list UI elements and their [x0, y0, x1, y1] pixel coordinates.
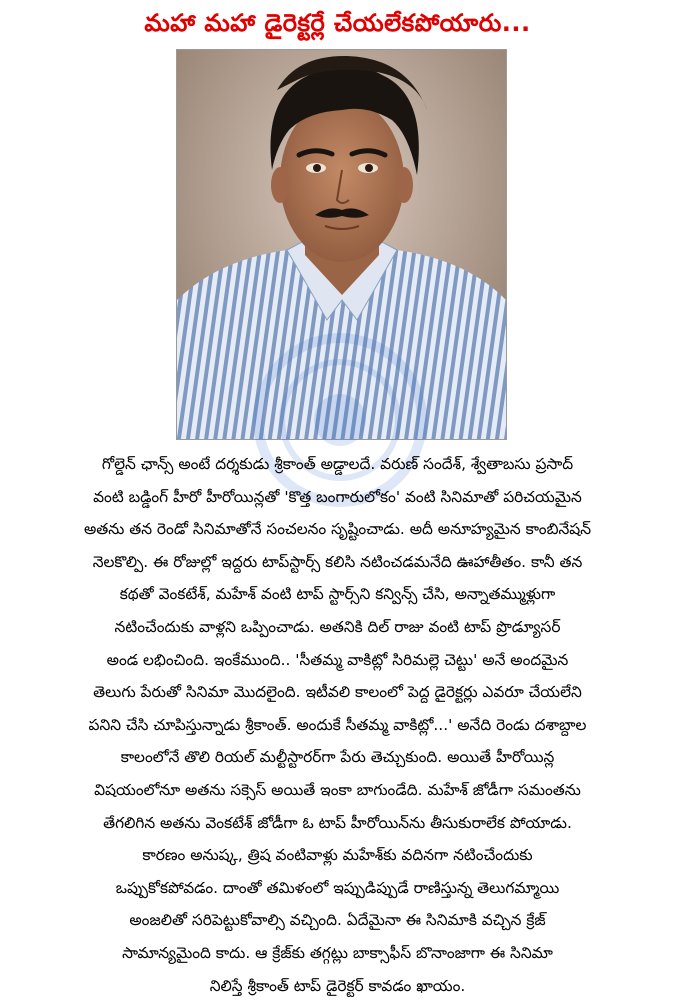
article-line: విషయంలోనూ అతను సక్సెస్ అయితే ఇంకా బాగుండేది. మహేశ్ జోడీగా సమంతను	[34, 774, 641, 807]
portrait-photo	[176, 49, 507, 440]
article-line: అతను తన రెండో సినిమాతోనే సంచలనం సృష్టించాడు. అదీ అనూహ్యమైన కాంబినేషన్	[34, 513, 641, 546]
article-line: తేగలిగిన అతను వెంకటేశ్ జోడీగా ఓ టాప్ హీరోయిన్‌ను తీసుకురాలేక పోయాడు.	[34, 807, 641, 840]
article-line: కారణం అనుష్క, త్రిష వంటివాళ్లు మహేశ్‌కు వదినగా నటించేందుకు	[34, 839, 641, 872]
article-line: వంటి బడ్డింగ్ హీరో హీరోయిన్లతో 'కొత్త బంగారులోకం' వంటి సినిమాతో పరిచయమైన	[34, 481, 641, 514]
article-body	[34, 448, 641, 1002]
article-line: అంజలితో సరిపెట్టుకోవాల్సి వచ్చింది. ఏదేమైనా ఈ సినిమాకి వచ్చిన క్రేజ్	[34, 904, 641, 937]
article-line: తెలుగు పేరుతో సినిమా మొదలైంది. ఇటీవలి కాలంలో పెద్ద డైరెక్టర్లు ఎవరూ చేయలేని	[34, 676, 641, 709]
article-line: నటించేందుకు వాళ్లని ఒప్పించాడు. అతనికి దిల్ రాజు వంటి టాప్ ప్రొడ్యూసర్	[34, 611, 641, 644]
article-line: ఒప్పుకోకపోవడం. దాంతో తమిళంలో ఇప్పుడిప్పుడే రాణిస్తున్న తెలుగమ్మాయి	[34, 872, 641, 905]
article-line: కాలంలోనే తొలి రియల్ మల్టీస్టారర్‌గా పేరు తెచ్చుకుంది. అయితే హీరోయిన్ల	[34, 741, 641, 774]
portrait-illustration	[177, 50, 506, 439]
article-line: అండ లభించింది. ఇంకేముంది.. 'సీతమ్మ వాకిట్లో సిరిమల్లె చెట్టు' అనే అందమైన	[34, 644, 641, 677]
article-line: కథతో వెంకటేశ్, మహేశ్ వంటి టాప్ స్టార్స్‌ని కన్విన్స్ చేసి, అన్నాతమ్ముళ్లుగా	[34, 578, 641, 611]
article-line: పనిని చేసి చూపిస్తున్నాడు శ్రీకాంత్. అందుకే సీతమ్మ వాకిట్లో...' అనేది రెండు దశాబ్దాల	[34, 709, 641, 742]
article-line: సామాన్యమైంది కాదు. ఆ క్రేజ్‌కు తగ్గట్లు బాక్సాఫీస్ బొనాంజాగా ఈ సినిమా	[34, 937, 641, 970]
headline: మహా మహా డైరెక్టర్లే చేయలేకపోయారు...	[0, 8, 675, 38]
article-line: గోల్డెన్ ఛాన్స్ అంటే దర్శకుడు శ్రీకాంత్ అడ్డాలదే. వరుణ్ సందేశ్, శ్వేతాబసు ప్రసాద్	[34, 448, 641, 481]
article-line: నెలకొల్పి. ఈ రోజుల్లో ఇద్దరు టాప్‌స్టార్స్ కలిసి నటించడమనేది ఊహాతీతం. కానీ తన	[34, 546, 641, 579]
article-line: నిలిస్తే శ్రీకాంత్ టాప్ డైరెక్టర్ కావడం ఖాయం.	[34, 970, 641, 1002]
